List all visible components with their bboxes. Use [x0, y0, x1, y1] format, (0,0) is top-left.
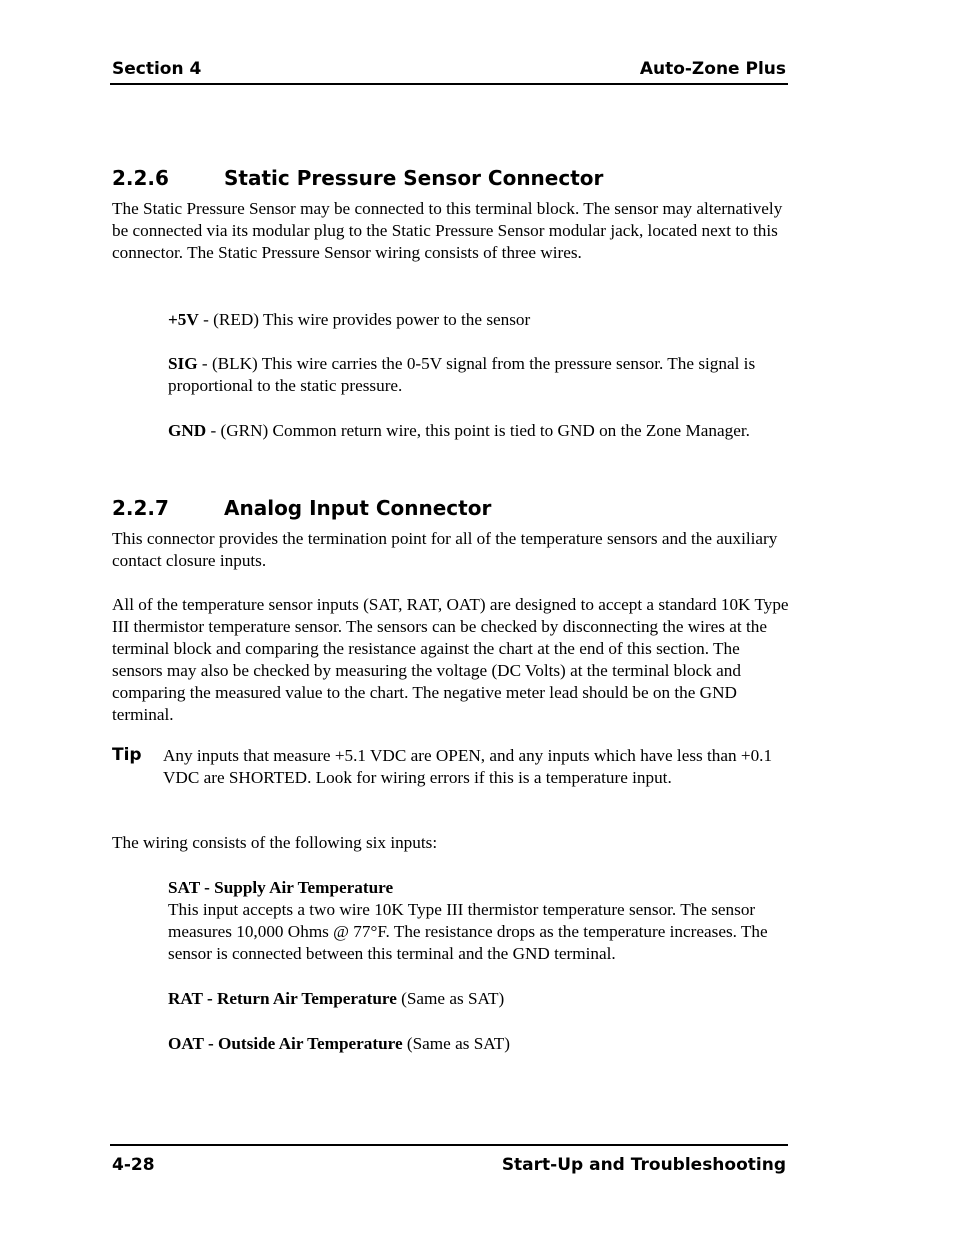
tip-text: Any inputs that measure +5.1 VDC are OPEN, and any inputs which have less than +0.1 VDC are SHORTED. Look for wiring errors if this is a temperature input. [163, 746, 773, 787]
input-item-sat [168, 877, 778, 965]
input-title: RAT - Return Air Temperature [168, 989, 397, 1008]
input-desc: (Same as SAT) [396, 989, 505, 1008]
heading-title: Analog Input Connector [224, 496, 492, 520]
header-rule [110, 83, 788, 85]
input-item-rat [168, 988, 778, 1010]
heading-2-2-6 [112, 166, 603, 190]
footer-rule [110, 1144, 788, 1146]
input-title: SAT - Supply Air Temperature [168, 878, 394, 897]
wire-desc: - (GRN) Common return wire, this point is tied to GND on the Zone Manager. [206, 421, 750, 440]
wire-item-5v [168, 309, 778, 331]
wire-desc: - (RED) This wire provides power to the sensor [198, 310, 531, 329]
wire-term: SIG [168, 354, 198, 373]
header-section: Section 4 [112, 59, 202, 79]
tip-label: Tip [112, 745, 142, 765]
paragraph-analog-intro: This connector provides the termination point for all of the temperature sensors and the auxiliary contact closure inputs. [112, 529, 778, 570]
heading-number: 2.2.7 [112, 496, 169, 520]
wire-item-gnd [168, 420, 778, 442]
heading-2-2-7 [112, 496, 491, 520]
paragraph-wiring-inputs: The wiring consists of the following six inputs: [112, 833, 438, 852]
heading-number: 2.2.6 [112, 166, 169, 190]
header-product: Auto-Zone Plus [639, 59, 786, 79]
paragraph-static-intro: The Static Pressure Sensor may be connected to this terminal block. The sensor may alternatively be connected via its modular plug to the Static Pressure Sensor modular jack, located next to this connector. The Static Pressure Sensor wiring consists of three wires. [112, 199, 783, 262]
input-item-oat [168, 1033, 778, 1055]
footer-page-number: 4-28 [112, 1155, 155, 1175]
input-title: OAT - Outside Air Temperature [168, 1034, 403, 1053]
wire-desc: - (BLK) This wire carries the 0-5V signal from the pressure sensor. The signal is proportional to the static pressure. [168, 354, 756, 395]
wire-term: +5V [168, 310, 199, 329]
paragraph-sensor-inputs: All of the temperature sensor inputs (SAT, RAT, OAT) are designed to accept a standard 10K Type III thermistor temperature sensor. The sensors can be checked by disconnecting the wires at the terminal block and comparing the resistance against the chart at the end of this section. The sensors may also be checked by measuring the voltage (DC Volts) at the terminal block and comparing the measured value to the chart. The negative meter lead should be on the GND terminal. [112, 595, 789, 724]
wire-item-sig [168, 353, 778, 397]
input-desc: (Same as SAT) [402, 1034, 510, 1053]
heading-title: Static Pressure Sensor Connector [224, 166, 604, 190]
footer-chapter: Start-Up and Troubleshooting [501, 1155, 786, 1175]
wire-term: GND [168, 421, 207, 440]
input-desc: This input accepts a two wire 10K Type III thermistor temperature sensor. The sensor measures 10,000 Ohms @ 77°F. The resistance drops as the temperature increases. The sensor is connected between this terminal and the GND terminal. [168, 900, 768, 963]
